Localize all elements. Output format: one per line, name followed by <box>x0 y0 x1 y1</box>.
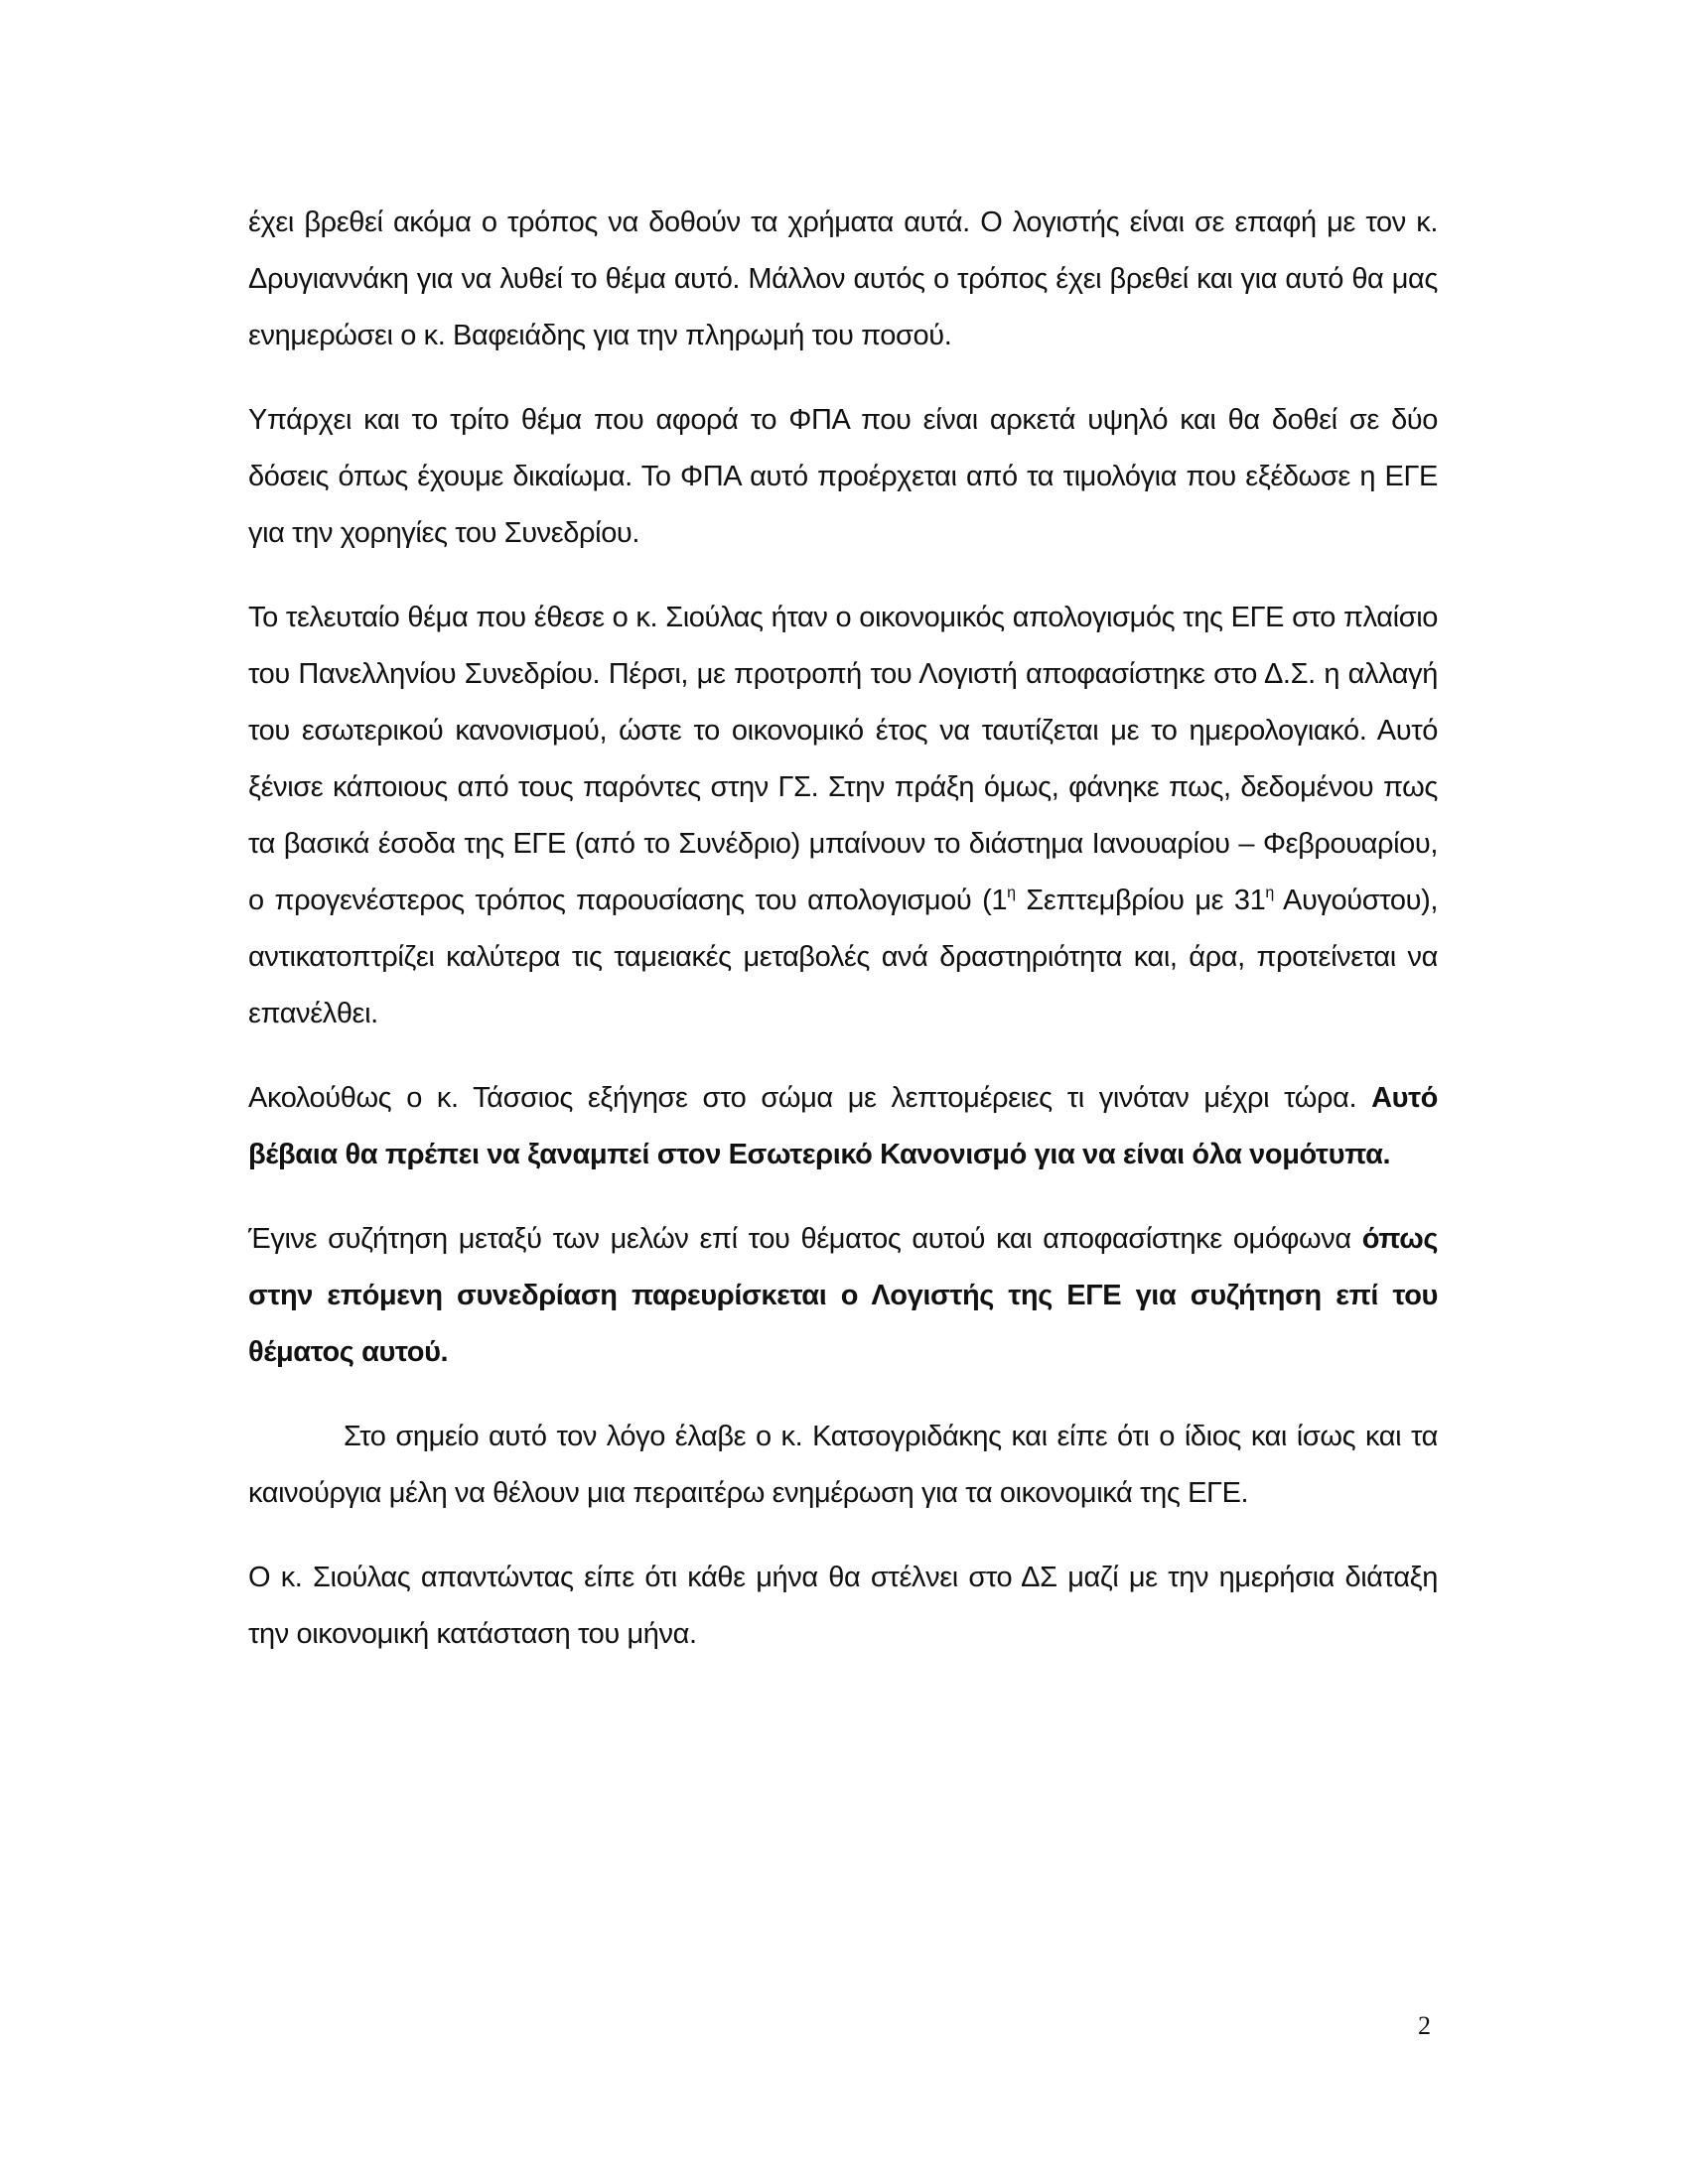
document-body <box>248 195 1438 1691</box>
paragraph-text: Σεπτεμβρίου με 31 <box>1015 885 1266 916</box>
paragraph-vat: Υπάρχει και το τρίτο θέμα που αφορά το ΦΠΑ που είναι αρκετά υψηλό και θα δοθεί σε δύο δόσεις όπως έχουμε δικαίωμα. Το ΦΠΑ αυτό προέρχεται από τα τιμολόγια που εξέδωσε η ΕΓΕ για την χορηγίες του Συνεδρίου. <box>248 404 1438 549</box>
paragraph-payment-method: έχει βρεθεί ακόμα ο τρόπος να δοθούν τα χρήματα αυτά. Ο λογιστής είναι σε επαφή με τον κ. Δρυγιαννάκη για να λυθεί το θέμα αυτό. Μάλλον αυτός ο τρόπος έχει βρεθεί και για αυτό θα μας ενημερώσει ο κ. Βαφειάδης για την πληρωμή του ποσού. <box>248 206 1438 351</box>
paragraph-text: Ακολούθως ο κ. Τάσσιος εξήγησε στο σώμα με λεπτομέρειες τι γινόταν μέχρι τώρα. <box>248 1082 1372 1114</box>
paragraph-text: Το τελευταίο θέμα που έθεσε ο κ. Σιούλας ήταν ο οικονομικός απολογισμός της ΕΓΕ στο πλαίσιο του Πανελληνίου Συνεδρίου. Πέρσι, με προτροπή του Λογιστή αποφασίστηκε στο Δ.Σ. η αλλαγή του εσωτερικού κανονισμού, ώστε το οικονομικό έτος να ταυτίζεται με το ημερολογιακό. Αυτό ξένισε κάποιους από τους παρόντες στην ΓΣ. Στην πράξη όμως, φάνηκε πως, δεδομένου πως τα βασικά έσοδα της ΕΓΕ (από το Συνέδριο) μπαίνουν το διάστημα Ιανουαρίου – Φεβρουαρίου, ο προγενέστερος τρόπος παρουσίασης του απολογισμού (1 <box>248 602 1438 916</box>
paragraph-text: Έγινε συζήτηση μεταξύ των μελών επί του θέματος αυτού και αποφασίστηκε ομόφωνα <box>248 1223 1362 1255</box>
paragraph-text: Αυγούστου), αντικατοπτρίζει καλύτερα τις ταμειακές μεταβολές ανά δραστηριότητα και, άρα, προτείνεται να επανέλθει. <box>248 885 1438 1029</box>
bold-decision: όπως στην επόμενη συνεδρίαση παρευρίσκεται ο Λογιστής της ΕΓΕ για συζήτηση επί του θέματος αυτού. <box>248 1223 1438 1368</box>
page-number: 2 <box>1418 2011 1431 2040</box>
paragraph-financial-report <box>248 590 1438 1042</box>
superscript: η <box>1265 885 1274 901</box>
bold-statement: Αυτό βέβαια θα πρέπει να ξαναμπεί στον Εσωτερικό Κανονισμό για να είναι όλα νομότυπα. <box>248 1082 1438 1170</box>
superscript: η <box>1007 885 1016 901</box>
paragraph-tassios <box>248 1070 1438 1183</box>
paragraph-katsogridakis: Στο σημείο αυτό τον λόγο έλαβε ο κ. Κατσογριδάκης και είπε ότι ο ίδιος και ίσως και τα καινούργια μέλη να θέλουν μια περαιτέρω ενημέρωση για τα οικονομικά της ΕΓΕ. <box>248 1421 1438 1509</box>
paragraph-sioulas-reply: Ο κ. Σιούλας απαντώντας είπε ότι κάθε μήνα θα στέλνει στο ΔΣ μαζί με την ημερήσια διάταξη την οικονομική κατάσταση του μήνα. <box>248 1562 1438 1650</box>
paragraph-decision <box>248 1211 1438 1381</box>
